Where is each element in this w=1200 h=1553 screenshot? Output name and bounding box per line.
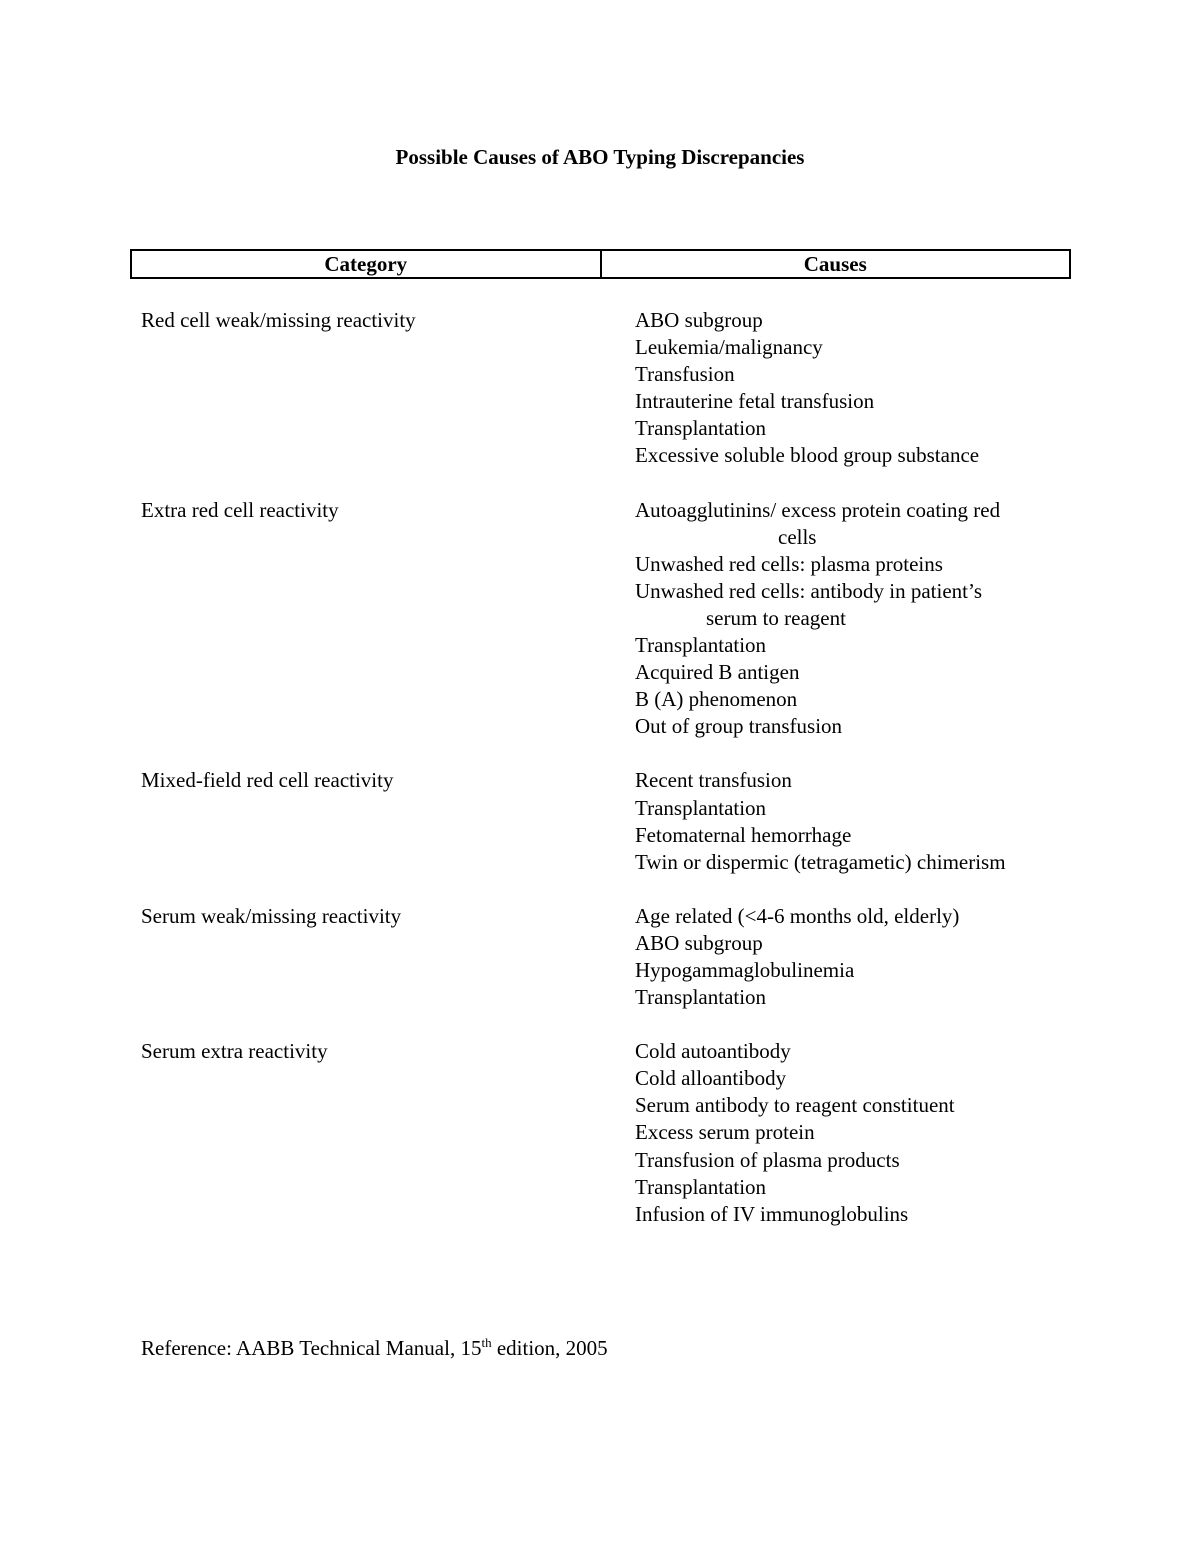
causes-cell	[635, 497, 1081, 741]
cause-item: Unwashed red cells: plasma proteins	[635, 551, 943, 576]
cause-item: Excess serum protein	[635, 1120, 815, 1145]
cause-item: Out of group transfusion	[635, 714, 843, 739]
cause-item: Excessive soluble blood group substance	[635, 443, 980, 468]
category-cell: Mixed-field red cell reactivity	[141, 768, 394, 793]
reference-superscript: th	[481, 1335, 492, 1350]
cause-item: Transplantation	[635, 416, 767, 441]
table-row	[141, 307, 1081, 470]
cause-item: Transplantation	[635, 985, 767, 1010]
cause-item: ABO subgroup	[635, 930, 763, 955]
cause-item: Fetomaternal hemorrhage	[635, 822, 852, 847]
causes-cell	[635, 767, 1081, 875]
cause-item: Recent transfusion	[635, 768, 792, 793]
reference-suffix: edition, 2005	[491, 1336, 608, 1360]
category-cell: Extra red cell reactivity	[141, 497, 339, 522]
cause-item: Cold alloantibody	[635, 1066, 787, 1091]
header-causes: Causes	[803, 252, 867, 276]
cause-item: Infusion of IV immunoglobulins	[635, 1201, 909, 1226]
cause-item: Serum antibody to reagent constituent	[635, 1093, 955, 1118]
cause-item: Cold autoantibody	[635, 1039, 791, 1064]
table-row	[141, 497, 1081, 741]
cause-item: ABO subgroup	[635, 308, 763, 332]
category-cell: Serum weak/missing reactivity	[141, 903, 402, 928]
header-category: Category	[132, 251, 602, 277]
page-title: Possible Causes of ABO Typing Discrepancies	[395, 145, 805, 169]
cause-item: Intrauterine fetal transfusion	[635, 389, 875, 414]
table-row	[141, 903, 1081, 1011]
cause-item: B (A) phenomenon	[635, 687, 798, 712]
cause-item: Leukemia/malignancy	[635, 335, 823, 360]
category-cell: Serum extra reactivity	[141, 1039, 328, 1064]
cause-item: Unwashed red cells: antibody in patient’s	[635, 578, 983, 603]
causes-cell	[635, 307, 1081, 470]
table-row	[141, 767, 1081, 875]
cause-item: Hypogammaglobulinemia	[635, 957, 855, 982]
reference-prefix: Reference: AABB Technical Manual, 15	[141, 1336, 482, 1360]
cause-item: Acquired B antigen	[635, 660, 800, 685]
cause-item-continuation: cells	[778, 524, 817, 549]
table-row	[141, 1038, 1081, 1228]
cause-item: Twin or dispermic (tetragametic) chimerism	[635, 849, 1006, 874]
table-body	[141, 307, 1081, 1255]
causes-cell	[635, 1038, 1081, 1228]
cause-item: Transplantation	[635, 1174, 767, 1199]
causes-cell	[635, 903, 1081, 1011]
cause-item: Autoagglutinins/ excess protein coating red	[635, 497, 1001, 522]
table-header	[130, 249, 1071, 279]
reference-note	[141, 1334, 608, 1362]
cause-item: Transfusion of plasma products	[635, 1147, 900, 1172]
category-cell: Red cell weak/missing reactivity	[141, 308, 416, 332]
cause-item: Transplantation	[635, 795, 767, 820]
cause-item: Age related (<4-6 months old, elderly)	[635, 903, 960, 928]
cause-item-continuation: serum to reagent	[706, 605, 846, 630]
cause-item: Transfusion	[635, 362, 735, 387]
cause-item: Transplantation	[635, 633, 767, 658]
